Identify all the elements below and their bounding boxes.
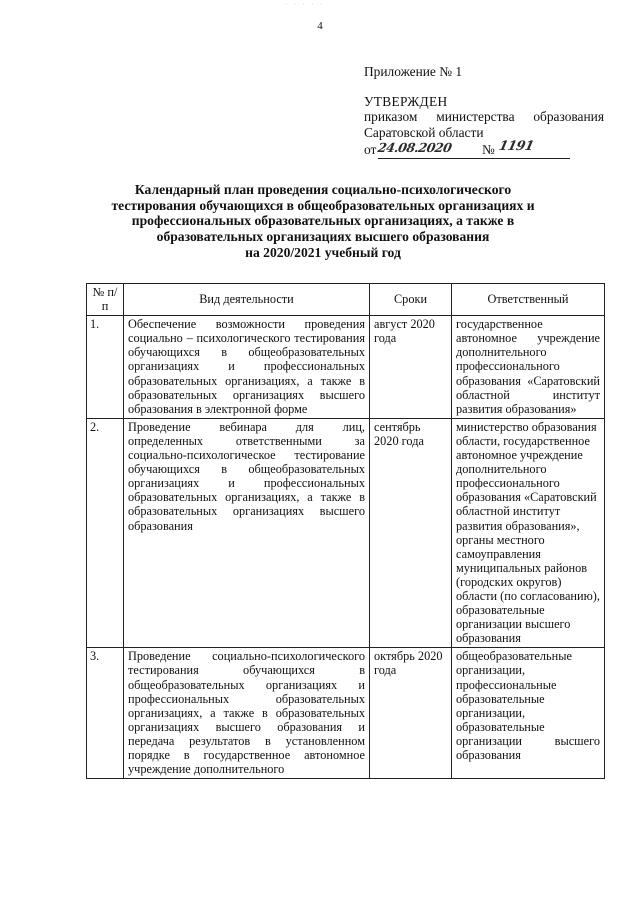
handwritten-date: 24.08.2020	[376, 140, 453, 155]
from-label: от	[364, 142, 377, 157]
column-header-number: № п/п	[87, 284, 124, 316]
title-line: Календарный план проведения социально-психологического	[134, 182, 512, 197]
signature-underline	[378, 158, 570, 159]
row-term: август 2020 года	[370, 316, 452, 419]
row-term: сентябрь 2020 года	[370, 418, 452, 648]
table-header-row	[87, 284, 605, 316]
row-responsible: министерство образования области, государственное автономное учреждение дополнительного профессионального образования «Саратовский областной институт развития образования», органы местного самоуправления муниципальных районов (городских округов) области (по согласованию), образовательные организации высшего образования	[452, 418, 605, 648]
row-number: 2.	[87, 418, 124, 648]
title-line: образовательных организациях высшего образования	[156, 229, 490, 245]
row-activity: Проведение социально-психологического тестирования обучающихся в общеобразовательных организациях и профессиональных образовательных организациях, а также в образовательных организациях высшего образования и передача результатов в установленном порядке в государственное автономное учреждение дополнительного	[124, 648, 370, 779]
table-row	[87, 418, 605, 648]
document-title	[100, 182, 546, 261]
approved-label: УТВЕРЖДЕН	[364, 93, 448, 109]
calendar-plan-table	[86, 283, 605, 779]
title-line: профессиональных образовательных организациях, а также в	[131, 213, 515, 229]
approval-block	[364, 64, 604, 160]
column-header-responsible: Ответственный	[452, 284, 605, 316]
page-number: 4	[317, 20, 323, 32]
order-date-number-line	[364, 140, 604, 160]
table-row	[87, 648, 605, 779]
row-responsible: общеобразовательные организации, профессиональные образовательные организации, образовательные организации высшего образования	[452, 648, 605, 779]
row-activity: Проведение вебинара для лиц, определенных ответственными за социально-психологическое тестирование обучающихся в общеобразовательных организациях и профессиональных образовательных организациях, а также в образовательных организациях высшего образования	[124, 418, 370, 648]
handwritten-number: 1191	[497, 139, 535, 154]
column-header-term: Сроки	[370, 284, 452, 316]
row-number: 3.	[87, 648, 124, 779]
title-line: тестирования обучающихся в общеобразовательных организациях и	[111, 197, 535, 213]
order-text: приказом министерства образования Саратовской области	[364, 109, 604, 140]
row-responsible: государственное автономное учреждение дополнительного профессионального образования «Саратовский областной институт развития образования»	[452, 316, 605, 419]
title-line: на 2020/2021 учебный год	[245, 244, 401, 260]
row-term: октябрь 2020 года	[370, 648, 452, 779]
scan-artifact: · · · · ·	[285, 0, 325, 9]
row-activity: Обеспечение возможности проведения социально – психологического тестирования обучающихся в общеобразовательных организациях и профессиональных образовательных организациях, а также в образовательных организациях высшего образования в электронной форме	[124, 316, 370, 419]
row-number: 1.	[87, 316, 124, 419]
table-row	[87, 316, 605, 419]
column-header-activity: Вид деятельности	[124, 284, 370, 316]
number-label: №	[482, 142, 495, 157]
appendix-label: Приложение № 1	[364, 64, 463, 79]
